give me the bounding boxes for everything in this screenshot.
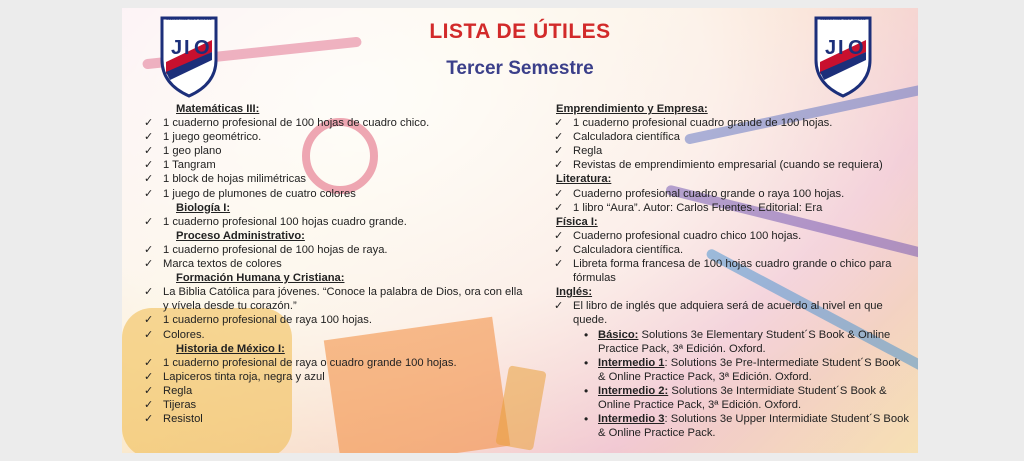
level-item bbox=[554, 328, 910, 356]
list-item bbox=[144, 398, 524, 412]
section-heading: Física I: bbox=[556, 215, 598, 228]
check-icon: ✓ bbox=[554, 201, 564, 214]
list-item bbox=[554, 201, 910, 215]
check-icon: ✓ bbox=[144, 314, 154, 327]
bullet-icon: • bbox=[584, 383, 589, 398]
check-icon: ✓ bbox=[144, 356, 154, 369]
level-label: Intermedio 1 bbox=[598, 356, 665, 369]
check-icon: ✓ bbox=[554, 187, 564, 200]
list-item-text: 1 Tangram bbox=[163, 159, 216, 172]
list-item bbox=[144, 215, 524, 229]
list-item bbox=[144, 187, 524, 201]
level-label: Básico: bbox=[598, 328, 639, 341]
list-item bbox=[554, 116, 910, 130]
list-item-text: Cuaderno profesional cuadro chico 100 hojas. bbox=[573, 229, 802, 242]
check-icon: ✓ bbox=[554, 258, 564, 271]
list-item bbox=[554, 299, 910, 327]
level-text: : Solutions 3e Pre-Intermediate Student´S Book & Online Practice Pack, 3ª Edición. Oxford. bbox=[598, 356, 901, 383]
check-icon: ✓ bbox=[554, 145, 564, 158]
list-item bbox=[144, 243, 524, 257]
check-icon: ✓ bbox=[554, 229, 564, 242]
check-icon: ✓ bbox=[144, 215, 154, 228]
list-item-text: 1 cuaderno profesional de raya 100 hojas. bbox=[163, 314, 372, 327]
list-item bbox=[144, 130, 524, 144]
list-item bbox=[144, 285, 524, 313]
check-icon: ✓ bbox=[554, 159, 564, 172]
section-heading: Literatura: bbox=[556, 173, 612, 186]
svg-text:Escuela José Nario Olivares: Escuela José Nario Olivares bbox=[166, 17, 212, 21]
right-column bbox=[554, 102, 910, 440]
section-heading: Emprendimiento y Empresa: bbox=[556, 103, 708, 115]
svg-text:J: J bbox=[171, 37, 183, 59]
check-icon: ✓ bbox=[144, 398, 154, 411]
svg-text:I: I bbox=[184, 37, 190, 59]
list-item bbox=[144, 370, 524, 384]
list-item-text: 1 cuaderno profesional cuadro grande de 100 hojas. bbox=[573, 117, 833, 130]
check-icon: ✓ bbox=[144, 173, 154, 186]
list-item bbox=[554, 229, 910, 243]
list-item-text: El libro de inglés que adquiera será de acuerdo al nivel en que quede. bbox=[573, 300, 883, 327]
level-label: Intermedio 3 bbox=[598, 413, 665, 426]
check-icon: ✓ bbox=[144, 328, 154, 341]
check-icon: ✓ bbox=[144, 286, 154, 299]
check-icon: ✓ bbox=[144, 258, 154, 271]
list-item-text: 1 cuaderno profesional de 100 hojas de raya. bbox=[163, 243, 388, 256]
list-item-text: Cuaderno profesional cuadro grande o raya 100 hojas. bbox=[573, 187, 845, 200]
list-item bbox=[554, 158, 910, 172]
check-icon: ✓ bbox=[144, 413, 154, 426]
list-item bbox=[144, 356, 524, 370]
check-icon: ✓ bbox=[144, 370, 154, 383]
list-item bbox=[554, 243, 910, 257]
level-item bbox=[554, 384, 910, 412]
list-item-text: Colores. bbox=[163, 328, 205, 341]
section-heading: Proceso Administrativo: bbox=[176, 229, 305, 242]
list-item-text: Libreta forma francesa de 100 hojas cuadro grande o chico para fórmulas bbox=[573, 258, 892, 285]
page-subtitle: Tercer Semestre bbox=[446, 58, 594, 79]
level-text: Solutions 3e Intermidiate Student´S Book & Online Practice Pack, 3ª Edición. Oxford. bbox=[598, 384, 887, 411]
section-heading: Inglés: bbox=[556, 286, 593, 299]
list-item bbox=[554, 144, 910, 158]
list-item bbox=[144, 257, 524, 271]
level-label: Intermedio 2: bbox=[598, 384, 669, 397]
list-item-text: La Biblia Católica para jóvenes. “Conoce la palabra de Dios, ora con ella y vívela desde tu corazón.” bbox=[163, 286, 523, 313]
svg-text:J: J bbox=[825, 37, 837, 59]
check-icon: ✓ bbox=[144, 187, 154, 200]
check-icon: ✓ bbox=[554, 300, 564, 313]
svg-text:O: O bbox=[194, 37, 210, 59]
list-item bbox=[554, 130, 910, 144]
svg-text:Escuela José Nario Olivares: Escuela José Nario Olivares bbox=[820, 17, 866, 21]
list-item bbox=[554, 257, 910, 285]
svg-text:I: I bbox=[838, 37, 844, 59]
list-item-text: 1 libro “Aura”. Autor: Carlos Fuentes. Editorial: Era bbox=[573, 201, 823, 214]
list-item bbox=[144, 172, 524, 186]
check-icon: ✓ bbox=[554, 117, 564, 130]
list-item-text: 1 block de hojas milimétricas bbox=[163, 173, 307, 186]
list-item bbox=[144, 313, 524, 327]
list-item-text: 1 juego de plumones de cuatro colores bbox=[163, 187, 356, 200]
page-title: LISTA DE ÚTILES bbox=[429, 20, 611, 43]
check-icon: ✓ bbox=[144, 145, 154, 158]
list-item-text: Tijeras bbox=[163, 398, 197, 411]
list-item bbox=[144, 328, 524, 342]
section-heading: Biología I: bbox=[176, 201, 231, 214]
section-heading: Formación Humana y Cristiana: bbox=[176, 272, 345, 285]
list-item-text: 1 cuaderno profesional de 100 hojas de cuadro chico. bbox=[163, 117, 430, 130]
list-item-text: Regla bbox=[573, 145, 603, 158]
list-item bbox=[144, 144, 524, 158]
list-item-text: Regla bbox=[163, 384, 193, 397]
section-heading: Matemáticas III: bbox=[176, 103, 260, 115]
list-item-text: Revistas de emprendimiento empresarial (cuando se requiera) bbox=[573, 159, 883, 172]
bullet-icon: • bbox=[584, 327, 589, 342]
list-item-text: 1 cuaderno profesional de raya o cuadro grande 100 hojas. bbox=[163, 356, 457, 369]
level-item bbox=[554, 356, 910, 384]
list-item bbox=[144, 158, 524, 172]
list-item-text: 1 juego geométrico. bbox=[163, 131, 262, 144]
svg-text:O: O bbox=[848, 37, 864, 59]
check-icon: ✓ bbox=[144, 243, 154, 256]
list-item-text: Marca textos de colores bbox=[163, 258, 282, 271]
check-icon: ✓ bbox=[144, 131, 154, 144]
list-item bbox=[144, 384, 524, 398]
check-icon: ✓ bbox=[144, 117, 154, 130]
left-column bbox=[144, 102, 524, 426]
check-icon: ✓ bbox=[144, 159, 154, 172]
check-icon: ✓ bbox=[144, 384, 154, 397]
list-item-text: 1 geo plano bbox=[163, 145, 222, 158]
list-item-text: Calculadora científica bbox=[573, 131, 680, 144]
list-item bbox=[144, 116, 524, 130]
section-heading: Historia de México I: bbox=[176, 342, 285, 355]
level-item bbox=[554, 412, 910, 440]
level-text: Solutions 3e Elementary Student´S Book & Online Practice Pack, 3ª Edición. Oxford. bbox=[598, 328, 891, 355]
list-item bbox=[554, 187, 910, 201]
list-item bbox=[144, 412, 524, 426]
bullet-icon: • bbox=[584, 355, 589, 370]
bullet-icon: • bbox=[584, 412, 589, 427]
list-item-text: Resistol bbox=[163, 413, 203, 426]
level-text: : Solutions 3e Upper Intermidiate Student´S Book & Online Practice Pack. bbox=[598, 413, 909, 440]
list-item-text: 1 cuaderno profesional 100 hojas cuadro grande. bbox=[163, 215, 407, 228]
list-item-text: Calculadora científica. bbox=[573, 243, 684, 256]
supply-list-sheet bbox=[122, 8, 918, 453]
check-icon: ✓ bbox=[554, 243, 564, 256]
list-item-text: Lapiceros tinta roja, negra y azul bbox=[163, 370, 325, 383]
check-icon: ✓ bbox=[554, 131, 564, 144]
